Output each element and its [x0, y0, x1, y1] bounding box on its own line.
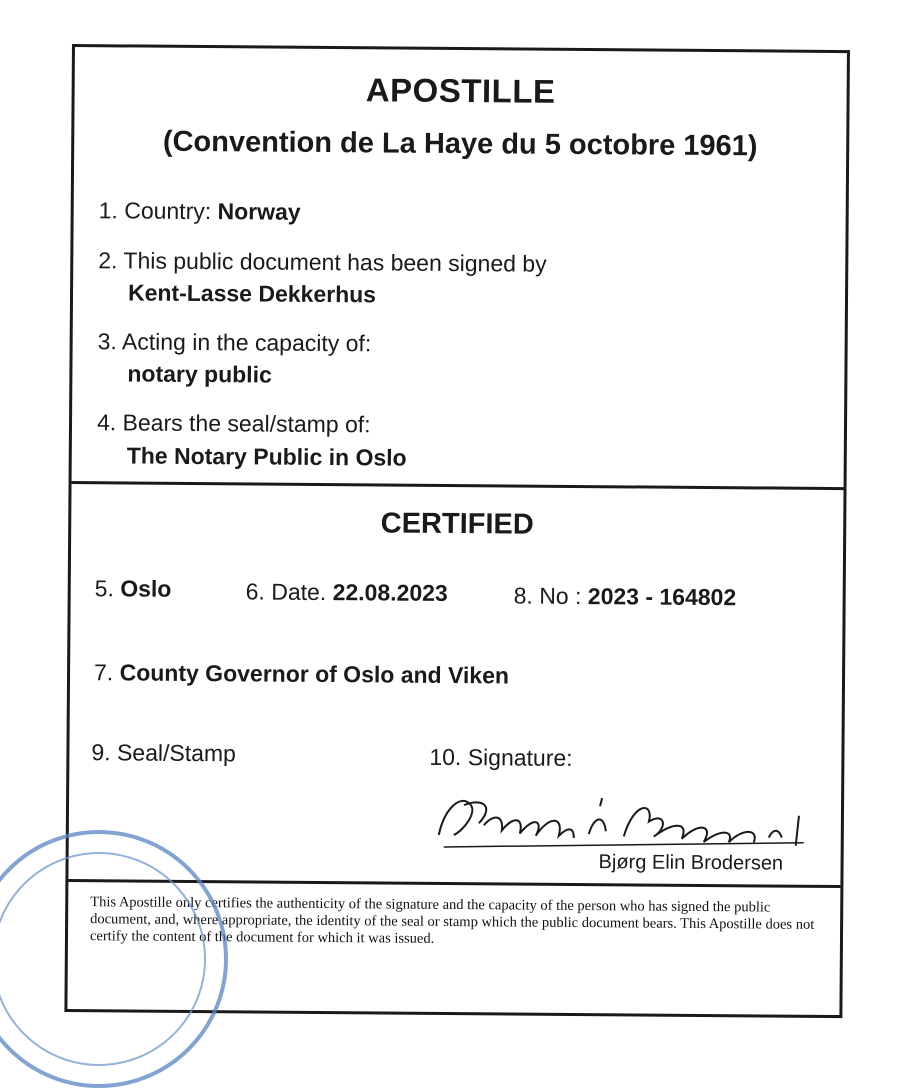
date-field — [246, 578, 448, 607]
seal-of-value: The Notary Public in Oslo — [126, 442, 407, 471]
place-field — [95, 575, 172, 603]
country-label: 1. Country: — [98, 197, 212, 225]
place-label: 5. — [94, 575, 115, 602]
capacity-label: 3. Acting in the capacity of: — [97, 328, 372, 357]
certified-heading: CERTIFIED — [380, 507, 534, 541]
authority-label: 7. — [93, 659, 114, 686]
seal-of-label: 4. Bears the seal/stamp of: — [96, 409, 371, 438]
number-value: 2023 - 164802 — [587, 583, 737, 611]
seal-stamp-label: 9. Seal/Stamp — [91, 739, 237, 767]
signature-label: 10. Signature: — [429, 743, 573, 771]
signed-by-label: 2. This public document has been signed by — [98, 247, 547, 277]
disclaimer-text: This Apostille only certifies the authenticity of the signature and the capacity of the person who has signed the public document, and, where appropriate, the identity of the seal or stamp which the public document bears. This Apostille does not certify the content of the document for which it was issued. — [89, 894, 815, 947]
seal-inner-ring — [0, 852, 206, 1066]
handwritten-signature — [424, 785, 835, 858]
place-value: Oslo — [120, 575, 172, 602]
number-field — [514, 582, 737, 611]
signatory-name: Bjørg Elin Brodersen — [598, 851, 784, 875]
capacity-value: notary public — [127, 360, 272, 388]
authority-field — [94, 659, 509, 689]
country-field — [99, 197, 301, 226]
number-label: 8. No : — [513, 582, 582, 610]
authority-value: County Governor of Oslo and Viken — [119, 659, 510, 689]
convention-subtitle: (Convention de La Haye du 5 octobre 1961) — [162, 125, 758, 163]
section-divider — [72, 481, 844, 490]
signed-by-value: Kent-Lasse Dekkerhus — [127, 279, 377, 308]
document-title: APOSTILLE — [365, 71, 556, 110]
country-value: Norway — [217, 198, 301, 225]
date-value: 22.08.2023 — [332, 579, 448, 606]
date-label: 6. Date. — [245, 578, 327, 606]
